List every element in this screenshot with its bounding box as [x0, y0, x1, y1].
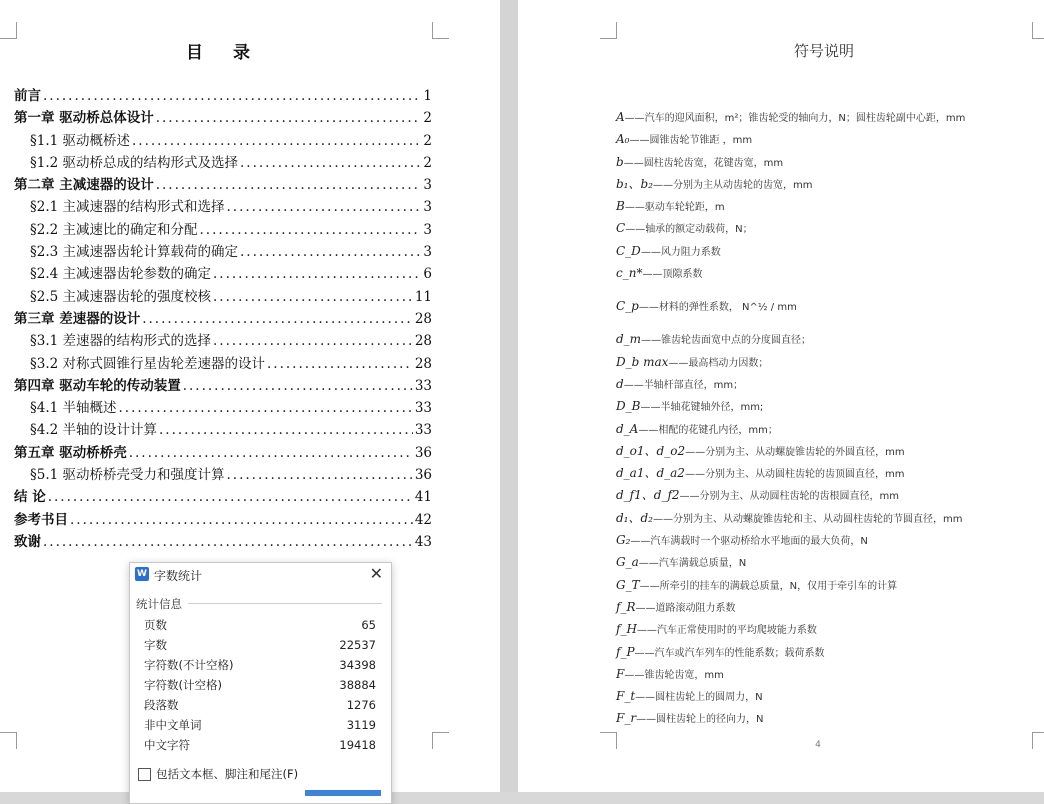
symbol-entry	[616, 217, 1026, 239]
symbol-name: C_D	[616, 243, 641, 258]
toc-entry-title: §2.1 主减速器的结构形式和选择	[30, 199, 225, 216]
toc-entry-title: 第五章 驱动桥桥壳	[14, 444, 127, 461]
toc-entry[interactable]	[14, 219, 432, 241]
toc-leader-dots	[227, 196, 422, 218]
symbol-name: f_R	[616, 599, 636, 614]
checkbox-label: 包括文本框、脚注和尾注(F)	[156, 767, 299, 781]
dialog-title: 字数统计	[154, 569, 203, 583]
symbol-name: D_B	[616, 399, 641, 414]
toc-leader-dots	[213, 263, 421, 285]
dialog-titlebar[interactable]	[130, 563, 391, 585]
symbol-name: b	[616, 154, 624, 169]
stats-group-label: 统计信息	[136, 597, 182, 611]
toc-entry[interactable]	[14, 353, 432, 375]
toc-leader-dots	[213, 330, 413, 352]
symbol-name: F_t	[616, 689, 636, 704]
toc-entry-page: 11	[414, 288, 432, 305]
symbol-entry	[616, 128, 1026, 150]
crop-mark	[600, 22, 617, 39]
toc-entry-title: §4.1 半轴概述	[30, 400, 117, 417]
symbol-description: ——分别为主、从动圆柱齿轮的齿顶圆直径，mm	[684, 469, 905, 481]
symbol-description: ——分别为主、从动圆柱齿轮的齿根圆直径，mm	[679, 491, 900, 503]
toc-entry-page: 28	[414, 333, 432, 350]
toc-entry[interactable]	[14, 531, 432, 553]
symbol-name: D_b max	[616, 354, 669, 369]
symbol-description: ——分别为主、从动螺旋锥齿轮的外圆直径，mm	[685, 446, 905, 458]
toc-leader-dots	[240, 152, 421, 174]
stat-row	[144, 675, 376, 695]
toc-title: 目 录	[186, 43, 262, 63]
toc-entry-title: §2.4 主减速器齿轮参数的确定	[30, 266, 212, 283]
toc-leader-dots	[240, 241, 421, 263]
toc-leader-dots	[267, 353, 413, 375]
toc-entry[interactable]	[14, 330, 432, 352]
toc-entry[interactable]	[14, 263, 432, 285]
stat-row	[144, 655, 376, 675]
stat-row	[144, 715, 376, 735]
stat-label: 字符数(计空格)	[144, 678, 222, 692]
symbol-entry	[616, 574, 1026, 596]
symbol-description: ——相配的花键孔内径，mm；	[638, 424, 778, 436]
toc-list	[14, 85, 432, 553]
toc-entry[interactable]	[14, 152, 432, 174]
symbol-entry	[616, 106, 1026, 128]
toc-entry-page: 6	[423, 266, 432, 283]
toc-leader-dots	[119, 397, 413, 419]
symbol-description: ——锥齿轮齿宽，mm	[624, 669, 724, 681]
crop-mark	[1032, 22, 1044, 39]
symbol-name: G_a	[616, 555, 639, 570]
stat-label: 中文字符	[144, 738, 190, 752]
stat-value: 19418	[339, 738, 376, 752]
toc-entry[interactable]	[14, 241, 432, 263]
word-count-dialog[interactable]	[129, 562, 392, 804]
toc-entry[interactable]	[14, 308, 432, 330]
toc-leader-dots	[156, 174, 422, 196]
symbol-entry	[616, 507, 1026, 529]
toc-entry-title: 第三章 差速器的设计	[14, 310, 141, 327]
stat-value: 3119	[346, 718, 376, 732]
symbol-entry	[616, 462, 1026, 484]
checkbox-box[interactable]	[138, 768, 151, 781]
toc-entry-title: §2.3 主减速器齿轮计算载荷的确定	[30, 244, 239, 261]
toc-entry-title: 参考书目	[14, 511, 68, 528]
toc-entry[interactable]	[14, 397, 432, 419]
symbol-description: ——分别为主从动齿轮的齿宽，mm	[653, 179, 813, 191]
symbol-entry	[616, 440, 1026, 462]
symbol-name: A	[616, 110, 625, 124]
stat-row	[144, 635, 376, 655]
symbol-description: ——材料的弹性系数， N^½ / mm	[638, 302, 797, 314]
symbol-entry	[616, 618, 1026, 640]
crop-mark	[432, 22, 449, 39]
toc-entry-page: 28	[414, 355, 432, 372]
toc-entry[interactable]	[14, 509, 432, 531]
toc-entry-page: 2	[423, 132, 432, 149]
symbol-name: C	[616, 221, 626, 236]
toc-entry-page: 33	[414, 400, 432, 417]
symbol-name: d_a1、d_a2	[616, 466, 685, 481]
toc-entry-title: §2.2 主减速比的确定和分配	[30, 221, 198, 238]
symbol-entry	[616, 195, 1026, 217]
symbol-description: ——圆柱齿轮上的径向力，N	[636, 714, 764, 726]
toc-entry-title: §3.2 对称式圆锥行星齿轮差速器的设计	[30, 355, 266, 372]
stats-group	[136, 596, 382, 612]
symbol-entry	[616, 663, 1026, 685]
symbol-description: ——汽车的迎风面积，m²；锥齿轮受的轴向力，N；圆柱齿轮副中心距，mm	[624, 113, 966, 124]
symbol-name: d_m	[616, 332, 642, 347]
symbol-name: B	[616, 199, 625, 214]
toc-leader-dots	[129, 442, 413, 464]
toc-leader-dots	[132, 130, 421, 152]
symbol-entry	[616, 284, 1026, 328]
crop-mark	[0, 22, 17, 39]
toc-leader-dots	[48, 486, 413, 508]
symbol-entry	[616, 707, 1026, 729]
toc-leader-dots	[200, 219, 422, 241]
toc-leader-dots	[227, 464, 413, 486]
symbol-description: ——锥齿轮齿面宽中点的分度圆直径；	[641, 335, 812, 347]
symbol-description: ——所牵引的挂车的满载总质量，N，仅用于牵引车的计算	[639, 580, 898, 592]
symbol-entry	[616, 173, 1026, 195]
symbol-entry	[616, 551, 1026, 573]
symbol-name: b₁、b₂	[616, 176, 653, 191]
symbol-entry	[616, 351, 1026, 373]
stat-label: 字符数(不计空格)	[144, 658, 234, 672]
symbols-title: 符号说明	[793, 42, 854, 60]
stat-label: 段落数	[144, 698, 179, 712]
symbol-entry	[616, 240, 1026, 262]
symbol-entry	[616, 596, 1026, 618]
stat-label: 非中文单词	[144, 718, 202, 732]
symbol-entry	[616, 529, 1026, 551]
toc-entry-title: 前言	[14, 88, 41, 104]
symbol-description: ——顶隙系数	[642, 269, 703, 281]
toc-entry[interactable]	[14, 174, 432, 196]
toc-entry-page: 3	[423, 221, 432, 238]
toc-entry-title: §4.2 半轴的设计计算	[30, 422, 158, 439]
crop-mark	[0, 732, 17, 749]
toc-entry-title: §3.1 差速器的结构形式的选择	[30, 333, 212, 350]
toc-entry-page: 36	[414, 444, 432, 461]
toc-entry-page: 2	[423, 110, 432, 127]
toc-leader-dots	[159, 419, 413, 441]
toc-entry-title: §1.1 驱动概桥述	[30, 132, 131, 149]
symbol-entry	[616, 395, 1026, 417]
toc-entry-title: 第二章 主减速器的设计	[14, 177, 154, 194]
symbol-description: ——汽车正常使用时的平均爬坡能力系数	[636, 625, 817, 637]
page-number: 4	[815, 740, 821, 750]
toc-entry-page: 3	[423, 244, 432, 261]
symbol-description: ——汽车或汽车列车的性能系数；载荷系数	[634, 647, 825, 659]
symbol-entry	[616, 262, 1026, 284]
toc-entry-page: 28	[414, 310, 432, 327]
toc-entry-page: 3	[423, 177, 432, 194]
symbol-name: d_A	[616, 421, 639, 436]
symbol-description: ——圆锥齿轮节锥距 ，mm	[629, 135, 753, 147]
toc-entry-title: 致谢	[14, 533, 41, 550]
group-divider	[188, 603, 382, 604]
toc-entry[interactable]	[14, 85, 432, 107]
symbol-name: d_o1、d_o2	[616, 443, 686, 458]
symbol-description: ——半轴花键轴外径，mm;	[640, 402, 764, 414]
symbol-description: ——分别为主、从动螺旋锥齿轮和主、从动圆柱齿轮的节圆直径，mm	[653, 513, 963, 525]
symbols-page	[518, 0, 1044, 792]
ok-button[interactable]	[305, 790, 381, 796]
toc-entry-page: 33	[414, 422, 432, 439]
toc-entry[interactable]	[14, 375, 432, 397]
stat-value: 22537	[339, 638, 376, 652]
symbol-name: f_P	[616, 644, 635, 659]
symbol-name: d_f1、d_f2	[616, 488, 680, 503]
close-icon[interactable]: ✕	[369, 564, 383, 583]
toc-entry-page: 42	[414, 511, 432, 528]
stat-row	[144, 735, 376, 755]
toc-leader-dots	[43, 531, 413, 553]
symbol-name: F_r	[616, 711, 637, 726]
toc-entry[interactable]	[14, 130, 432, 152]
symbol-entry	[616, 328, 1026, 350]
symbol-name: c_n*	[616, 266, 643, 281]
stats-list	[144, 615, 376, 755]
toc-entry-page: 36	[414, 467, 432, 484]
symbol-name: G_T	[616, 577, 640, 592]
toc-entry-title: 第四章 驱动车轮的传动装置	[14, 377, 181, 394]
toc-leader-dots	[213, 286, 413, 308]
toc-entry-page: 1	[423, 88, 432, 104]
toc-leader-dots	[183, 375, 413, 397]
toc-entry-page: 43	[414, 533, 432, 550]
stat-value: 1276	[346, 698, 376, 712]
symbol-entry	[616, 418, 1026, 440]
toc-entry-title: 结 论	[14, 489, 46, 506]
stat-value: 38884	[339, 678, 376, 692]
stat-value: 65	[361, 618, 376, 632]
symbol-name: C_p	[616, 299, 639, 314]
toc-leader-dots	[156, 107, 422, 129]
toc-entry[interactable]	[14, 464, 432, 486]
symbol-entry	[616, 151, 1026, 173]
stat-row	[144, 695, 376, 715]
toc-entry-page: 33	[414, 377, 432, 394]
symbol-description: ——半轴杆部直径，mm；	[623, 379, 744, 391]
toc-entry[interactable]	[14, 107, 432, 129]
stat-label: 字数	[144, 638, 167, 652]
toc-leader-dots	[70, 509, 413, 531]
symbol-description: ——道路滚动阻力系数	[635, 602, 736, 614]
toc-entry-page: 41	[414, 489, 432, 506]
symbol-description: ——风力阻力系数	[640, 246, 721, 258]
toc-entry[interactable]	[14, 286, 432, 308]
toc-entry[interactable]	[14, 419, 432, 441]
stat-row	[144, 615, 376, 635]
symbol-description: ——汽车满载时一个驱动桥给水平地面的最大负荷，N	[630, 536, 868, 548]
symbol-entry	[616, 641, 1026, 663]
stat-label: 页数	[144, 618, 167, 632]
symbol-description: ——汽车满载总质量，N	[638, 558, 747, 570]
symbols-list	[616, 106, 1026, 730]
symbol-name: F	[616, 666, 625, 681]
toc-leader-dots	[43, 85, 421, 107]
symbol-entry	[616, 484, 1026, 506]
symbol-name: f_H	[616, 622, 637, 637]
symbol-entry	[616, 373, 1026, 395]
symbol-name: d₁、d₂	[616, 510, 653, 525]
symbol-description: ——圆柱齿轮上的圆周力，N	[635, 692, 763, 704]
toc-entry-title: §2.5 主减速器齿轮的强度校核	[30, 288, 212, 305]
symbol-description: ——最高档动力因数；	[668, 357, 769, 369]
symbol-name: A₀	[616, 132, 630, 147]
stat-value: 34398	[339, 658, 376, 672]
toc-entry-page: 2	[423, 154, 432, 171]
include-textboxes-checkbox[interactable]	[138, 766, 298, 782]
symbol-description: ——驱动车轮轮距，m	[624, 202, 725, 214]
symbol-name: G₂	[616, 533, 631, 548]
symbol-description: ——圆柱齿轮齿宽，花键齿宽，mm	[623, 157, 784, 169]
crop-mark	[432, 732, 449, 749]
toc-entry-title: §5.1 驱动桥桥壳受力和强度计算	[30, 467, 225, 484]
toc-entry-title: 第一章 驱动桥总体设计	[14, 110, 154, 127]
page-gap	[500, 0, 518, 792]
toc-entry[interactable]	[14, 442, 432, 464]
toc-entry-title: §1.2 驱动桥总成的结构形式及选择	[30, 154, 239, 171]
toc-entry[interactable]	[14, 486, 432, 508]
symbol-entry	[616, 685, 1026, 707]
toc-entry-page: 3	[423, 199, 432, 216]
symbol-description: ——轴承的额定动载荷，N；	[625, 224, 753, 236]
word-app-icon: W	[135, 567, 149, 581]
toc-leader-dots	[142, 308, 413, 330]
symbol-name: d	[616, 376, 624, 391]
toc-entry[interactable]	[14, 196, 432, 218]
